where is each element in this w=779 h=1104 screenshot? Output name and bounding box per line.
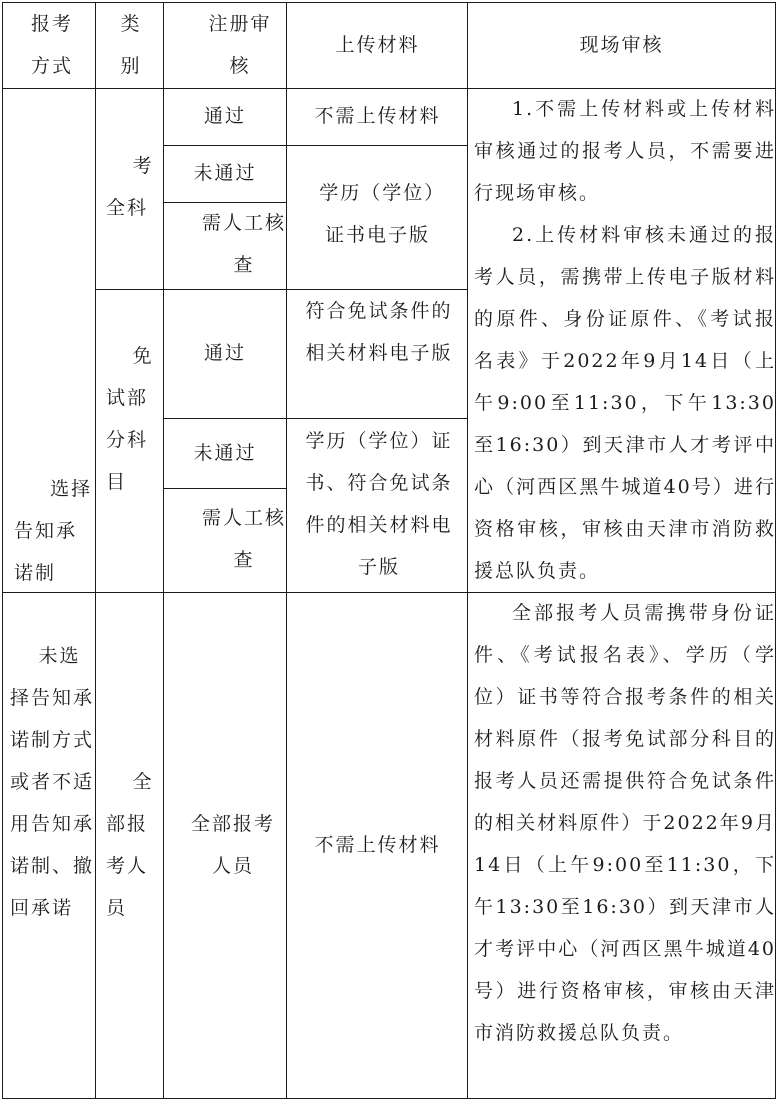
onsite-commitment-p1: 1.不需上传材料或上传材料审核通过的报考人员，不需要进行现场审核。 — [474, 98, 776, 204]
row-line-d — [163, 488, 287, 489]
material-fail-manual-2: 学历（学位）证书、符合免试条件的相关材料电子版 — [305, 430, 453, 578]
material-pass-1: 不需上传材料 — [314, 105, 441, 127]
table-border-bottom — [2, 1098, 776, 1099]
table-border-top — [2, 2, 776, 3]
category-all-candidates: 全部报考人员 — [106, 771, 154, 919]
mode-label-no-commitment: 未选择告知承诺制方式或者不适用告知承诺制、撤回承诺 — [10, 645, 95, 919]
material-pass-2: 符合免试条件的相关材料电子版 — [305, 300, 453, 364]
review-manual-1: 需人工核查 — [202, 212, 287, 276]
material-all-candidates: 不需上传材料 — [314, 834, 441, 856]
review-fail-2: 未通过 — [193, 442, 257, 464]
category-mianshi: 免试部分科目 — [106, 345, 154, 493]
col-divider-4 — [467, 2, 468, 1099]
material-fail-manual-1: 学历（学位）证书电子版 — [319, 182, 436, 246]
col-divider-1 — [95, 2, 96, 1099]
review-pass-1: 通过 — [203, 105, 246, 127]
header-col-category: 类别 — [120, 13, 142, 77]
header-col-registration: 注册审核 — [208, 13, 272, 77]
col-divider-3 — [286, 2, 287, 1099]
header-col-upload: 上传材料 — [335, 34, 420, 56]
header-col-onsite: 现场审核 — [579, 34, 664, 56]
row-line-a — [163, 145, 468, 146]
review-pass-2: 通过 — [203, 342, 246, 364]
review-manual-2: 需人工核查 — [202, 507, 287, 571]
onsite-commitment-p2: 2.上传材料审核未通过的报考人员，需携带上传电子版材料的原件、身份证原件、《考试报名表》于2022年9月14日（上午9:00至11:30，下午13:30至16:30）到天津市人才考评中心（河西区黑牛城道40号）进行资格审核，审核由天津市消防救援总队负责。 — [474, 224, 776, 582]
table-border-left — [2, 2, 3, 1099]
review-fail-1: 未通过 — [193, 162, 257, 184]
onsite-all-candidates: 全部报考人员需携带身份证件、《考试报名表》、学历（学位）证书等符合报考条件的相关材料原件（报考免试部分科目的报考人员还需提供符合免试条件的相关材料原件）于2022年9月14日（上午9:00至11:30，下午13:30至16:30）到天津市人才考评中心（河西区黑牛城道40号）进行资格审核，审核由天津市消防救援总队负责。 — [474, 602, 776, 1044]
category-kaoquanke: 考全科 — [106, 155, 154, 219]
mode-label-commitment: 选择告知承诺制 — [14, 478, 93, 584]
review-all-candidates: 全部报考人员 — [190, 813, 275, 877]
header-col-mode: 报考方式 — [30, 13, 73, 77]
